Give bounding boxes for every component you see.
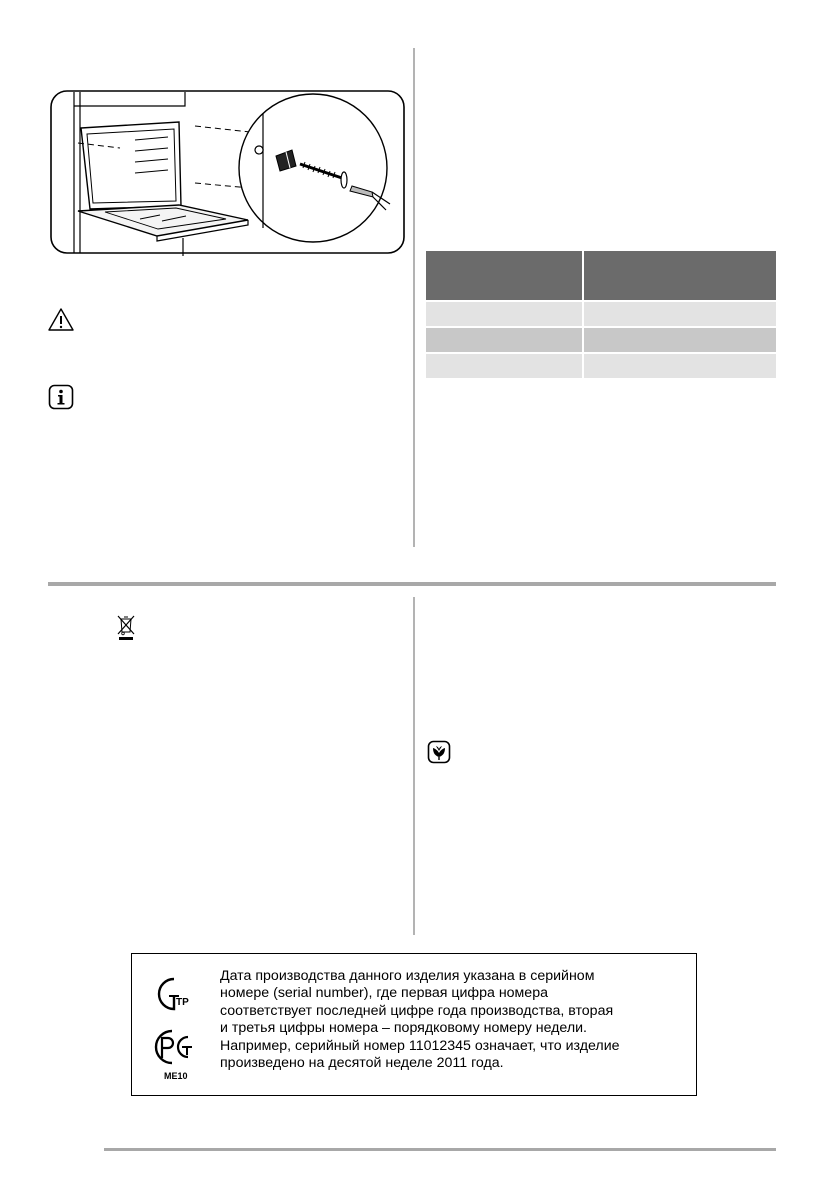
production-date-notice — [131, 953, 697, 1096]
table-header-cell — [583, 251, 776, 301]
warning-icon — [47, 307, 75, 333]
notice-line: соответствует последней цифре года производства, вторая — [220, 1002, 614, 1019]
notice-line: Например, серийный номер 11012345 означает, что изделие — [220, 1037, 620, 1054]
notice-line: и третья цифры номера – порядковому номеру недели. — [220, 1020, 587, 1037]
table-row — [426, 353, 776, 378]
table-cell — [583, 353, 776, 378]
table-cell — [583, 327, 776, 353]
table-row — [426, 301, 776, 327]
installation-illustration — [50, 88, 406, 256]
notice-line: произведено на десятой неделе 2011 года. — [220, 1055, 504, 1072]
notice-line: Дата производства данного изделия указана в серийном — [220, 968, 595, 984]
gost-r-certification-mark — [152, 976, 192, 1012]
table-cell — [426, 327, 583, 353]
table-row — [426, 327, 776, 353]
column-divider-top — [413, 48, 415, 547]
footer-rule — [104, 1148, 776, 1151]
table-cell — [426, 301, 583, 327]
table-header-cell — [426, 251, 583, 301]
table-header-row — [426, 251, 776, 301]
pct-certification-mark — [152, 1028, 196, 1066]
section-separator — [48, 582, 776, 586]
table-cell — [426, 353, 583, 378]
certification-mark-label: ME10 — [164, 1071, 188, 1081]
column-divider-bottom — [413, 597, 415, 935]
svg-text:ТР: ТР — [176, 997, 189, 1008]
disposal-bin-icon — [116, 614, 136, 642]
info-icon — [48, 384, 74, 410]
notice-text — [220, 968, 690, 1072]
environment-leaf-icon — [427, 740, 451, 764]
table-cell — [583, 301, 776, 327]
data-table — [426, 251, 776, 378]
notice-line: номере (serial number), где первая цифра номера — [220, 985, 548, 1002]
